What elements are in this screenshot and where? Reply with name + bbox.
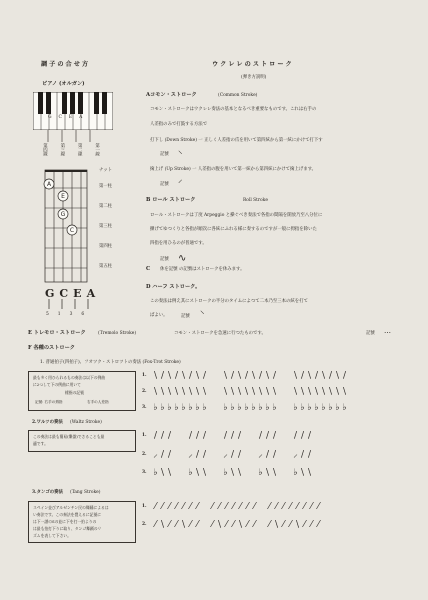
svg-text:E: E xyxy=(61,193,65,200)
fret-label: 第一柱 xyxy=(99,184,113,189)
row-label: 1. xyxy=(142,504,147,510)
string-markers xyxy=(42,299,102,313)
rhythm-row: 3. ♭ \ \ ♭ \ \ ♭ \ \ ♭ \ \ ♭ \ \ xyxy=(142,468,312,478)
section-e-text: コモン・ストロークを急速に行つたものです。 xyxy=(174,331,266,336)
key-names xyxy=(42,143,99,156)
up-stroke-icon: ⸍ xyxy=(178,179,183,189)
string-letter: A xyxy=(86,287,96,300)
key-letter: E xyxy=(68,115,73,120)
box-text: は下一譜のSの並に下を打一拍よりの xyxy=(33,519,97,524)
svg-text:G: G xyxy=(60,211,66,218)
row-label: 2. xyxy=(142,389,147,395)
box-text: に2つして下の例曲に用いて xyxy=(33,382,81,387)
box-text: い奏法です。この奏法を覺えるに記號に xyxy=(33,512,102,517)
key-name: 第一線 xyxy=(94,143,100,157)
section-f-heading: F 各種のストローク xyxy=(28,345,75,351)
rhythm-row: 1. ⁄ ⁄ ⁄ ⁄ ⁄ ⁄ ⁄ ⁄ ⁄ ⁄ ⁄ ⁄ ⁄ ⁄ ⁄ ⁄ ⁄ ⁄ ⁄ ⁄ ⁄ ⁄ xyxy=(142,502,320,512)
section-b-text: 擴げてゆつくりと各指が順次に各絃にふれる様に奏するのですが一般に拇指を除いた xyxy=(150,227,317,232)
tuning-title: 調子の合せ方 xyxy=(41,61,91,68)
key-letter: C xyxy=(58,115,62,120)
section-f2-title-en: (Waltz Stroke) xyxy=(70,420,102,425)
box-text: 適です。 xyxy=(33,441,48,446)
fret-label: 第三柱 xyxy=(99,224,113,229)
string-number: 5 xyxy=(46,312,49,317)
svg-text:A: A xyxy=(46,181,52,188)
rhythm-row: 3. ♭ ♭ ♭ ♭ ♭ ♭ ♭ ♭ ♭ ♭ ♭ ♭ ♭ ♭ ♭ ♭ ♭ ♭ ♭ ♭ ♭ ♭ ♭ ♭ xyxy=(142,403,347,413)
piano-label: ピアノ (オルガン) xyxy=(42,81,85,87)
row-label: 3. xyxy=(142,405,147,411)
tango-note-box xyxy=(28,501,136,543)
rhythm-row: 2. \ \ \ \ \ \ \ \ \ \ \ \ \ \ \ \ \ \ \ \ \ \ \ \ xyxy=(142,387,347,397)
key-letter: G xyxy=(48,115,52,120)
box-text: は最も拍打下りに取り、タンゴ舞踊のリ xyxy=(33,526,102,531)
section-f3-title-en: (Tang Stroke) xyxy=(70,490,101,495)
nut-label: ナット xyxy=(99,168,113,173)
section-b-heading: B ロール ストローク xyxy=(146,197,196,203)
piano-keyboard xyxy=(33,92,113,130)
box-text: スペイン並びアルゼンチン民の舞踊によるは xyxy=(33,505,109,510)
section-a-heading: Aコモン・ストローク xyxy=(146,92,197,98)
section-d-sym: 記號 xyxy=(181,314,190,319)
key-letter: A xyxy=(79,115,83,120)
rhythm-row: 2. ⁄ \ ⁄ ⁄ \ ⁄ ⁄ ⁄ \ ⁄ ⁄ \ ⁄ ⁄ ⁄ \ ⁄ ⁄ \ ⁄ ⁄ ⁄ xyxy=(142,520,320,530)
section-a-up: 掬上げ (Up Stroke) 一 人差指の腹を用いて第一絃から第四絃にかけて掬上げます。 xyxy=(150,167,317,172)
row-label: 1. xyxy=(142,373,147,379)
box-text: 最も多く用ひられるもの奏法は以下の例曲 xyxy=(33,375,106,380)
box-text: この奏法は最も簡易(樂器)でさることも最 xyxy=(33,434,105,439)
section-d-text: ばよい。 xyxy=(150,313,168,318)
half-stroke-icon: ⸌ xyxy=(200,310,205,320)
row-label: 3. xyxy=(142,470,147,476)
fret-label: 第四柱 xyxy=(99,244,113,249)
key-name: 第二線 xyxy=(77,143,83,157)
section-c-text: 休を記號 の記號はストロークを休みます。 xyxy=(160,267,245,272)
section-f1-title: 1. 普通拍子(四拍子)、フオツク・ストロツトの奏法 (Fox-Trot Stroke) xyxy=(40,360,181,365)
fretboard-diagram xyxy=(40,168,96,286)
section-f3-title: 3.タンゴの奏法 xyxy=(32,490,63,495)
string-letter: G xyxy=(45,287,55,300)
fret-label: 第二柱 xyxy=(99,204,113,209)
string-number: 3 xyxy=(69,312,73,317)
section-a-text: コモン・ストロークはウクレレ奏法の基本となるべき重要なものです。これは右手の xyxy=(150,107,317,112)
fret-label: 第五柱 xyxy=(99,264,113,269)
section-f2-title: 2.ワルツの奏法 xyxy=(32,420,63,425)
section-e-heading-en: (Tremolo Stroke) xyxy=(98,331,137,336)
box-text: ズムを表して下さい。 xyxy=(33,533,71,538)
section-b-text: ロール・ストロークは丁度 Arpeggio と操ぐべき奏法で各指の間隔を開放乃至八分位に xyxy=(150,213,323,218)
foxtrot-note-box xyxy=(28,371,136,411)
row-label: 2. xyxy=(142,522,147,528)
section-a-text: 人差指のみで打鼓する方法で xyxy=(150,122,208,127)
string-number: 1 xyxy=(57,312,61,317)
section-e-sym: 記號 xyxy=(366,331,375,336)
string-letter: C xyxy=(59,287,69,300)
section-b-sym: 記號 xyxy=(160,257,169,262)
box-text: 右手の人差指 xyxy=(87,400,109,404)
section-b-text: 四指を用ひるのが普通です。 xyxy=(150,241,207,246)
section-a-down: 打下し (Down Stroke) 一 正しく人差指の爪を用いて第四絃から第一絃にかけて打下す xyxy=(150,138,323,143)
key-name: 第三線 xyxy=(59,143,65,157)
box-head: 樣指の記號 xyxy=(65,390,84,395)
stroke-subtitle: (弾き方説明) xyxy=(241,75,267,80)
key-name: 第四線 xyxy=(42,143,48,157)
roll-stroke-icon: ∿ xyxy=(178,253,187,264)
box-text: 記號: 右手の拇指 xyxy=(35,400,63,404)
section-b-heading-en: Roll Stroke xyxy=(243,198,268,203)
section-c-heading: C xyxy=(146,266,151,272)
svg-text:C: C xyxy=(69,227,75,234)
tremolo-icon: ⋯ xyxy=(384,329,391,337)
waltz-note-box xyxy=(28,430,136,452)
section-a-down-sym: 記號 xyxy=(160,152,169,157)
section-d-heading: D ハーフ ストローク。 xyxy=(146,284,201,290)
section-d-text: この奏法は例え其にストロークの半分のタイムによつて二本乃至三本の絃を打て xyxy=(150,299,308,304)
rhythm-row: 1. / / / / / / / / / / / / / / / xyxy=(142,431,312,441)
rhythm-row: 1. \ / \ / \ / \ / \ / \ / \ / \ / \ / \ / \ / \ / xyxy=(142,371,347,381)
row-label: 1. xyxy=(142,433,147,439)
rhythm-row: 2. ⸝ / / ⸝ / / ⸝ / / ⸝ / / ⸝ / / xyxy=(142,450,312,460)
row-label: 2. xyxy=(142,452,147,458)
stroke-title: ウクレレのストローク xyxy=(212,61,294,68)
section-e-heading: E トレモロ・ストローク xyxy=(28,330,86,336)
section-a-heading-en: (Common Stroke) xyxy=(218,93,258,98)
string-letter: E xyxy=(73,287,82,300)
section-a-up-sym: 記號 xyxy=(160,182,169,187)
string-number: 6 xyxy=(81,312,85,317)
down-stroke-icon: ⸌ xyxy=(178,150,183,160)
